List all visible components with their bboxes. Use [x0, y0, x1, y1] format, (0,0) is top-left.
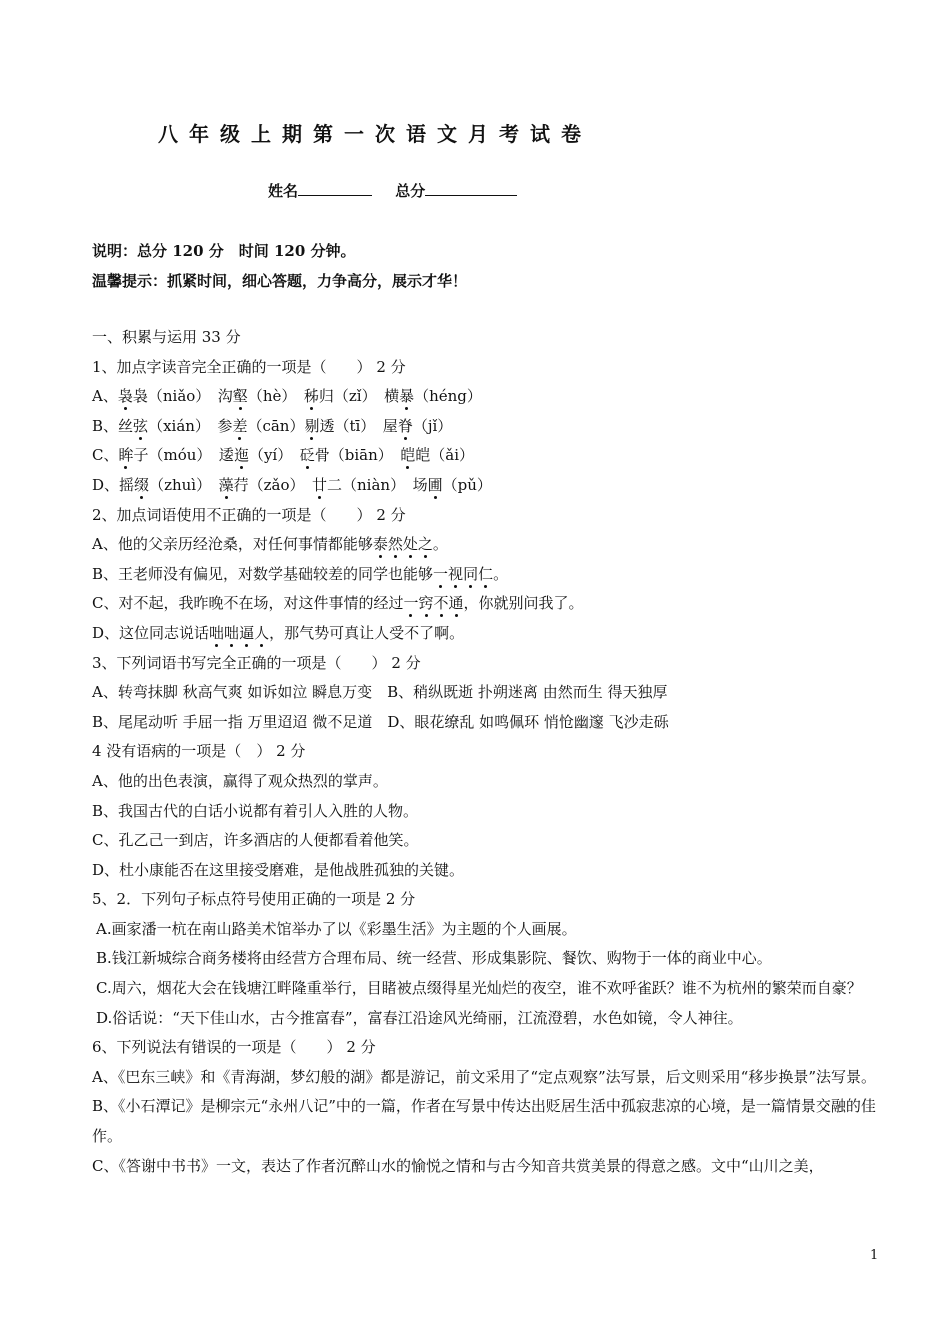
dotted-char: 壑 — [232, 387, 248, 406]
dotted-char: 一 — [403, 594, 419, 613]
dotted-char: 仁 — [478, 564, 494, 583]
dotted-char: 砭 — [299, 446, 315, 465]
dotted-char: 暴 — [399, 387, 415, 406]
dotted-char: 泰 — [372, 535, 388, 554]
name-score-row — [268, 180, 517, 201]
dotted-char: 廿 — [312, 475, 328, 494]
name-blank[interactable] — [298, 181, 372, 196]
options-row-2: B、尾尾动听 手屈一指 万里迢迢 微不足道 D、眼花缭乱 如鸣佩环 悄怆幽邃 飞沙走砾 — [92, 712, 669, 731]
dotted-char: 剔 — [304, 416, 320, 435]
dotted-char: 藻 — [218, 475, 234, 494]
page-number: 1 — [870, 1248, 879, 1263]
dotted-char: 不 — [433, 594, 449, 613]
option-a: A、袅袅（niǎo） 沟壑（hè） 秭归（zǐ） 横暴（héng） — [92, 387, 482, 406]
dotted-char: 处 — [402, 535, 418, 554]
note-tip: 温馨提示：抓紧时间，细心答题，力争高分，展示才华！ — [92, 272, 468, 290]
dotted-char: 然 — [387, 535, 403, 554]
section-heading: 一、积累与运用 33 分 — [92, 328, 241, 346]
option-a: A、他的父亲历经沧桑，对任何事情都能够泰然处之。 — [92, 535, 448, 554]
score-label: 总分 — [395, 182, 426, 200]
dotted-word — [433, 565, 493, 583]
dotted-char: 眸 — [118, 446, 134, 465]
dotted-char: 咄 — [209, 623, 225, 642]
dotted-char: 逼 — [239, 623, 255, 642]
dotted-char: 脊 — [397, 416, 413, 435]
question-stem: 5、2．下列句子标点符号使用正确的一项是 2 分 — [92, 890, 416, 909]
dotted-char: 一 — [433, 564, 449, 583]
dotted-char: 袅 — [117, 387, 133, 406]
note-instructions: 说明：总分 120 分 时间 120 分钟。 — [92, 242, 356, 260]
dotted-char: 窍 — [418, 594, 434, 613]
option-d: D、这位同志说话咄咄逼人，那气势可真让人受不了啊。 — [92, 623, 465, 642]
option-c: C、《答谢中书书》一文，表达了作者沉醉山水的愉悦之情和与古今知音共赏美景的得意之感。文中“山川之美， — [92, 1156, 824, 1175]
dotted-char: 秭 — [303, 387, 319, 406]
option-c: C、对不起，我昨晚不在场，对这件事情的经过一窍不通，你就别问我了。 — [92, 594, 584, 613]
dotted-char: 差 — [232, 416, 248, 435]
exam-notes — [92, 236, 467, 296]
dotted-char: 视 — [448, 564, 464, 583]
score-blank[interactable] — [425, 181, 517, 196]
option-b: B、王老师没有偏见，对数学基础较差的同学也能够一视同仁。 — [92, 564, 509, 583]
options-row-1: A、转弯抹脚 秋高气爽 如诉如泣 瞬息万变 B、稍纵既逝 扑朔迷离 由然而生 得天独厚 — [92, 683, 668, 702]
question-stem: 4 没有语病的一项是（ ） 2 分 — [92, 742, 306, 761]
question-stem: 3、下列词语书写完全正确的一项是（ ） 2 分 — [92, 653, 421, 672]
option-c: C、孔乙己一到店，许多酒店的人便都看着他笑。 — [92, 831, 419, 850]
option-b: B、我国古代的白话小说都有着引人入胜的人物。 — [92, 801, 419, 820]
dotted-char: 皑 — [400, 446, 416, 465]
dotted-word — [209, 624, 269, 642]
question-stem: 6、下列说法有错误的一项是（ ） 2 分 — [92, 1038, 376, 1057]
question-stem: 2、加点词语使用不正确的一项是（ ） 2 分 — [92, 505, 406, 524]
dotted-char: 咄 — [224, 623, 240, 642]
option-d: D、摇缀（zhuì） 藻荇（zǎo） 廿二（niàn） 场圃（pǔ） — [92, 475, 492, 494]
dotted-char: 迤 — [233, 446, 249, 465]
option-b: B、丝弦（xián） 参差（cān）剔透（tī） 屋脊（jǐ） — [92, 416, 453, 435]
question-stem: 1、加点字读音完全正确的一项是（ ） 2 分 — [92, 357, 406, 376]
option-c: C、眸子（móu） 逶迤（yí） 砭骨（biān） 皑皑（ǎi） — [92, 446, 475, 465]
dotted-word — [373, 535, 433, 553]
option-c: C.周六，烟花大会在钱塘江畔隆重举行，目睹被点缀得星光灿烂的夜空，谁不欢呼雀跃？谁不为杭州的繁荣而自豪？ — [96, 979, 862, 998]
dotted-char: 圃 — [427, 475, 443, 494]
exam-body — [92, 323, 892, 1181]
option-a: A、《巴东三峡》和《青海湖，梦幻般的湖》都是游记，前文采用了“定点观察”法写景，后文则采用“移步换景”法写景。 — [92, 1067, 877, 1086]
dotted-char: 通 — [448, 594, 464, 613]
dotted-char: 缀 — [134, 475, 150, 494]
option-d: D.俗话说：“天下佳山水，古今推富春”，富春江沿途风光绮丽，江流澄碧，水色如镜，令人神往。 — [96, 1008, 743, 1027]
name-label: 姓名 — [268, 182, 299, 200]
dotted-char: 同 — [463, 564, 479, 583]
option-b: B.钱江新城综合商务楼将由经营方合理布局、统一经营、形成集影院、餐饮、购物于一体的商业中心。 — [96, 949, 772, 968]
option-a: A、他的出色表演，赢得了观众热烈的掌声。 — [92, 771, 388, 790]
option-d: D、杜小康能否在这里接受磨难，是他战胜孤独的关键。 — [92, 860, 465, 879]
dotted-char: 之 — [417, 535, 433, 554]
exam-title: 八年级上期第一次语文月考试卷 — [158, 122, 592, 146]
dotted-char: 弦 — [133, 416, 149, 435]
option-a: A.画家潘一杭在南山路美术馆举办了以《彩墨生活》为主题的个人画展。 — [96, 919, 577, 938]
dotted-word — [403, 594, 463, 612]
option-b: B、《小石潭记》是柳宗元“永州八记”中的一篇，作者在写景中传达出贬居生活中孤寂悲凉的心境，是一篇情景交融的佳作。 — [92, 1097, 876, 1146]
dotted-char: 人 — [254, 623, 270, 642]
